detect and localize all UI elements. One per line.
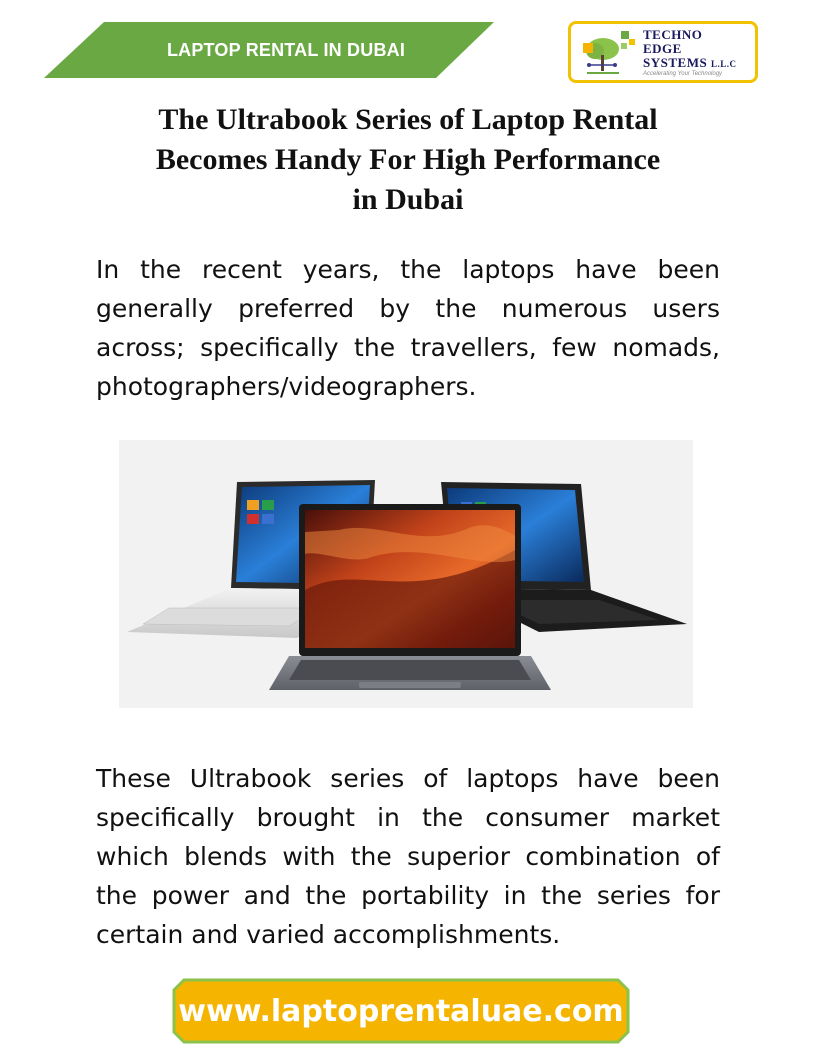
laptops-photo [119,440,693,708]
title-line-2: Becomes Handy For High Performance [155,143,661,176]
website-url[interactable]: www.laptoprentaluae.com [178,994,624,1029]
header-banner [44,22,494,78]
title-line-1: The Ultrabook Series of Laptop Rental [158,103,658,136]
title-line-3: in Dubai [352,183,464,216]
logo-line-3 [643,56,736,71]
banner-label: LAPTOP RENTAL IN DUBAI [166,40,406,60]
logo-line-2: EDGE [643,41,682,56]
cloud-tree-icon [581,29,639,77]
intro-paragraph: In the recent years, the laptops have been generally preferred by the numerous users across; specifically the travellers, few nomads, photographers/videographers. [96,255,720,401]
logo-wordmark [643,28,736,71]
logo-line-1: TECHNO [643,27,703,42]
company-logo[interactable] [568,21,758,83]
page-title [80,100,736,220]
details-paragraph: These Ultrabook series of laptops have been specifically brought in the consumer market which blends with the superior combination of the power and the portability in the series for certain and varied accomplishments. [96,764,720,949]
logo-tagline: Accelerating Your Technology [643,71,723,77]
logo-suffix: L.L.C [710,59,737,69]
laptops-illustration [119,440,693,708]
logo-line-3-text: SYSTEMS [643,55,708,70]
website-link-button[interactable] [172,978,630,1044]
